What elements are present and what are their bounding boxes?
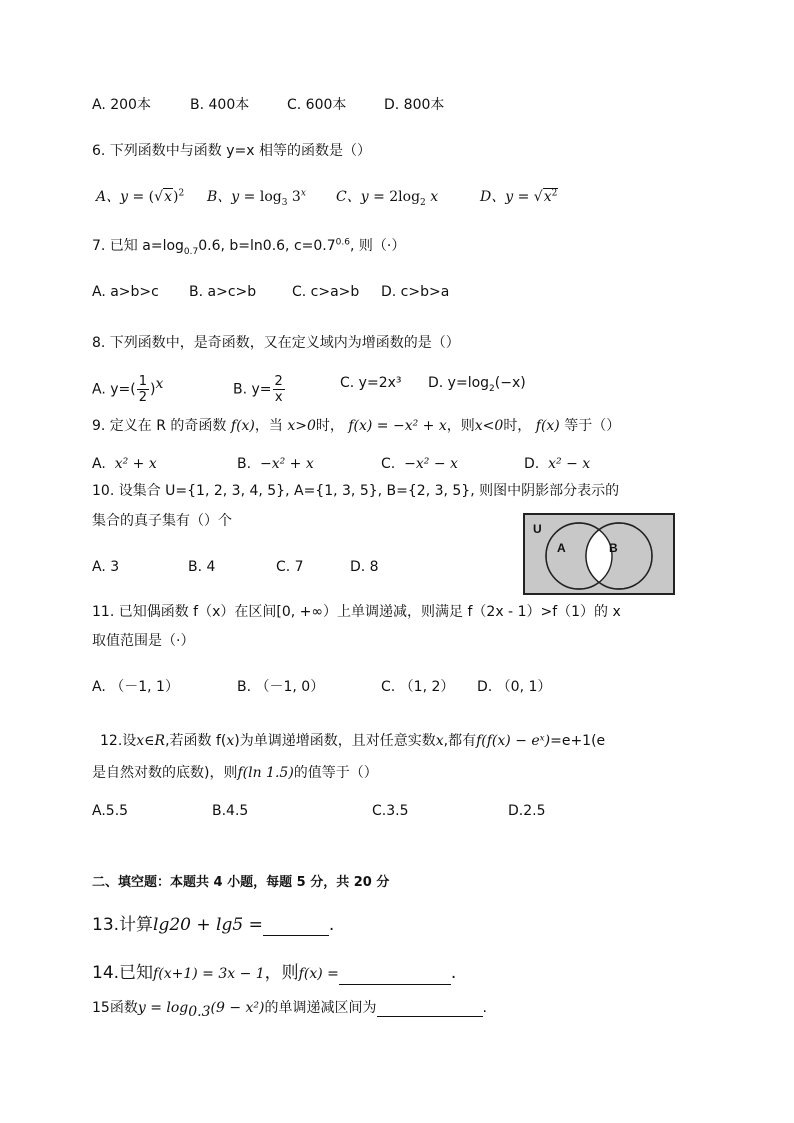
q15 [92,999,487,1020]
q12-line-2-a: 是自然对数的底数)，则 [92,765,238,781]
q6-option-d-label: D、 [480,189,506,205]
q14-mid: ，则 [264,963,299,983]
q15-answer-blank[interactable] [377,1000,483,1017]
q12-line-1-d: ,都有 [443,733,477,749]
q12-x2: x [435,733,444,749]
q9-option-d [524,455,590,473]
q12-line-1-c: )为单调递增函数，且对任意实数 [234,733,436,749]
q8-option-b-num: 2 [274,374,283,389]
q12-line-2 [92,764,378,782]
q12-option-b: B.4.5 [212,803,249,819]
q6-stem: 6. 下列函数中与函数 y=x 相等的函数是（） [92,143,372,159]
q9-option-a-label: A. [92,456,106,472]
q11-option-a: A. （－1, 1） [92,679,179,695]
q12-option-c: C.3.5 [372,803,409,819]
q9-option-a [92,455,157,473]
q10-option-a: A. 3 [92,559,120,575]
q9-x-gt: x>0 [287,418,316,434]
q13-suffix: . [328,915,335,935]
q15-arg: (9 − x²) [210,1000,265,1016]
q9-option-b [237,455,314,473]
q8-option-a-suffix: ) [150,381,156,398]
q8-option-d-suffix: (−x) [494,375,526,391]
q15-suffix: . [482,1000,487,1016]
venn-u-label: U [533,522,542,536]
q8-option-c: C. y=2x³ [340,375,402,391]
q8-option-b-prefix: B. y= [233,381,272,398]
q12-line-1-e: =e+1(e [550,733,606,749]
q8-option-b [233,374,286,405]
q9-condition: f(x) = −x² + x [348,418,447,434]
q9-stem-6: 等于（） [564,418,621,434]
q8-option-a-den: 2 [138,390,147,405]
q14-suffix: . [450,963,457,983]
q6-option-a-label: A、 [96,189,121,205]
q13-prefix: 13.计算 [92,915,154,935]
q9-stem-2: ，当 [254,418,283,434]
q9-stem-4: ，则 [446,418,475,434]
q10-option-b: B. 4 [188,559,216,575]
q8-option-b-fraction [273,374,285,405]
q12-line-1 [100,732,605,750]
section-2-heading: 二、填空题：本题共 4 小题，每题 5 分，共 20 分 [92,875,390,890]
q7-log-base: 0.7 [183,246,199,257]
q10-option-c: C. 7 [276,559,304,575]
q9-option-b-label: B. [237,456,252,472]
q8-stem: 8. 下列函数中，是奇函数，又在定义域内为增函数的是（） [92,335,460,351]
q7-stem [92,237,405,255]
q5-option-a: A. 200本 [92,97,151,113]
q9-x-lt: x<0 [474,418,504,434]
q7-option-d: D. c>b>a [381,284,450,300]
q15-prefix: 15函数 [92,1000,138,1016]
q13 [92,914,334,936]
q6-option-d [480,188,558,206]
q9-stem-5: 时， [503,418,532,434]
q8-option-a-exp: x [155,375,164,392]
q9-fx-2: f(x) [535,418,560,434]
q12-option-d: D.2.5 [508,803,546,819]
q10-option-d: D. 8 [350,559,379,575]
q9-option-a-expr: x² + x [114,456,157,472]
q6-option-d-expr: $y = √x^2$ [505,188,558,205]
q5-option-b: B. 400本 [190,97,250,113]
q6-option-b [207,188,306,206]
q6-option-b-expr: $y = \log_3 3^x$ [231,188,306,208]
q8-option-a-prefix: A. y=( [92,381,136,398]
q14-ask: f(x) = [298,966,339,982]
q9-option-c [381,455,458,473]
q12-x1: x [226,733,235,749]
q9-stem-3: 时， [315,418,344,434]
q15-expr: y = log [137,1000,189,1016]
q9-stem-1: 9. 定义在 R 的奇函数 [92,418,227,434]
venn-b-label: B [609,541,618,555]
q15-mid: 的单调递减区间为 [264,1000,377,1016]
q13-answer-blank[interactable] [263,917,329,936]
q12-f-ln: f(ln 1.5) [237,765,294,781]
q8-option-d [428,374,526,392]
q11-option-b: B. （－1, 0） [237,679,325,695]
q11-line-2: 取值范围是（·） [92,633,195,649]
q8-option-a [92,374,163,405]
q12-option-a: A.5.5 [92,803,129,819]
q6-option-c-label: C、 [336,189,361,205]
q9-option-d-label: D. [524,456,540,472]
q8-option-b-den: x [274,390,283,405]
q9-option-c-expr: −x² − x [404,456,458,472]
q13-expr: lg20 + lg5 = [153,915,263,935]
q10-line-2: 集合的真子集有（）个 [92,513,232,529]
venn-diagram [523,513,675,595]
q9-option-c-label: C. [381,456,396,472]
q14-prefix: 14.已知 [92,963,154,983]
q14-answer-blank[interactable] [339,966,451,985]
q9-option-d-expr: x² − x [548,456,591,472]
q15-base: 0.3 [188,1003,211,1020]
q14 [92,962,456,985]
q11-option-c: C. （1, 2） [381,679,455,695]
q11-option-d: D. （0, 1） [477,679,552,695]
q5-option-c: C. 600本 [287,97,347,113]
q12-line-2-b: 的值等于（） [293,765,378,781]
q6-option-b-label: B、 [207,189,232,205]
q8-option-d-prefix: D. y=log [428,375,490,391]
q8-option-a-fraction [137,374,149,405]
q7-exponent: 0.6 [335,237,350,248]
q6-option-c-expr: $y = 2\log_2$ x [360,189,439,208]
q10-line-1: 10. 设集合 U={1, 2, 3, 4, 5}, A={1, 3, 5}, B={2, 3, 5}, 则图中阴影部分表示的 [92,483,620,499]
q7-stem-mid: 0.6, b=ln0.6, c=0.7 [198,238,336,254]
q7-option-b: B. a>c>b [189,284,257,300]
q5-option-d: D. 800本 [384,97,445,113]
q12-line-1-b: ,若函数 f( [165,733,227,749]
q8-option-a-num: 1 [138,374,147,389]
q9-stem [92,417,620,435]
q7-stem-prefix: 7. 已知 a=log [92,238,184,254]
q7-option-c: C. c>a>b [292,284,360,300]
q7-option-a: A. a>b>c [92,284,159,300]
q8-option-d-base: 2 [489,383,495,394]
q9-option-b-expr: −x² + x [259,456,314,472]
q6-option-a-expr: $y = (√x)^2$ [120,188,185,205]
venn-a-label: A [557,541,566,555]
q12-x-in-r: x∈R [136,733,166,749]
q9-fx: f(x) [230,418,255,434]
q7-stem-suffix: , 则（·） [349,238,406,254]
q12-condition: f(f(x) − eˣ) [476,733,551,749]
q14-expr: f(x+1) = 3x − 1 [153,966,265,982]
q6-option-c [336,188,438,206]
q11-line-1: 11. 已知偶函数 f（x）在区间[0, +∞）上单调递减，则满足 f（2x - 1）>f（1）的 x [92,604,621,620]
q6-option-a [96,188,184,206]
q12-line-1-a: 12.设 [100,733,137,749]
